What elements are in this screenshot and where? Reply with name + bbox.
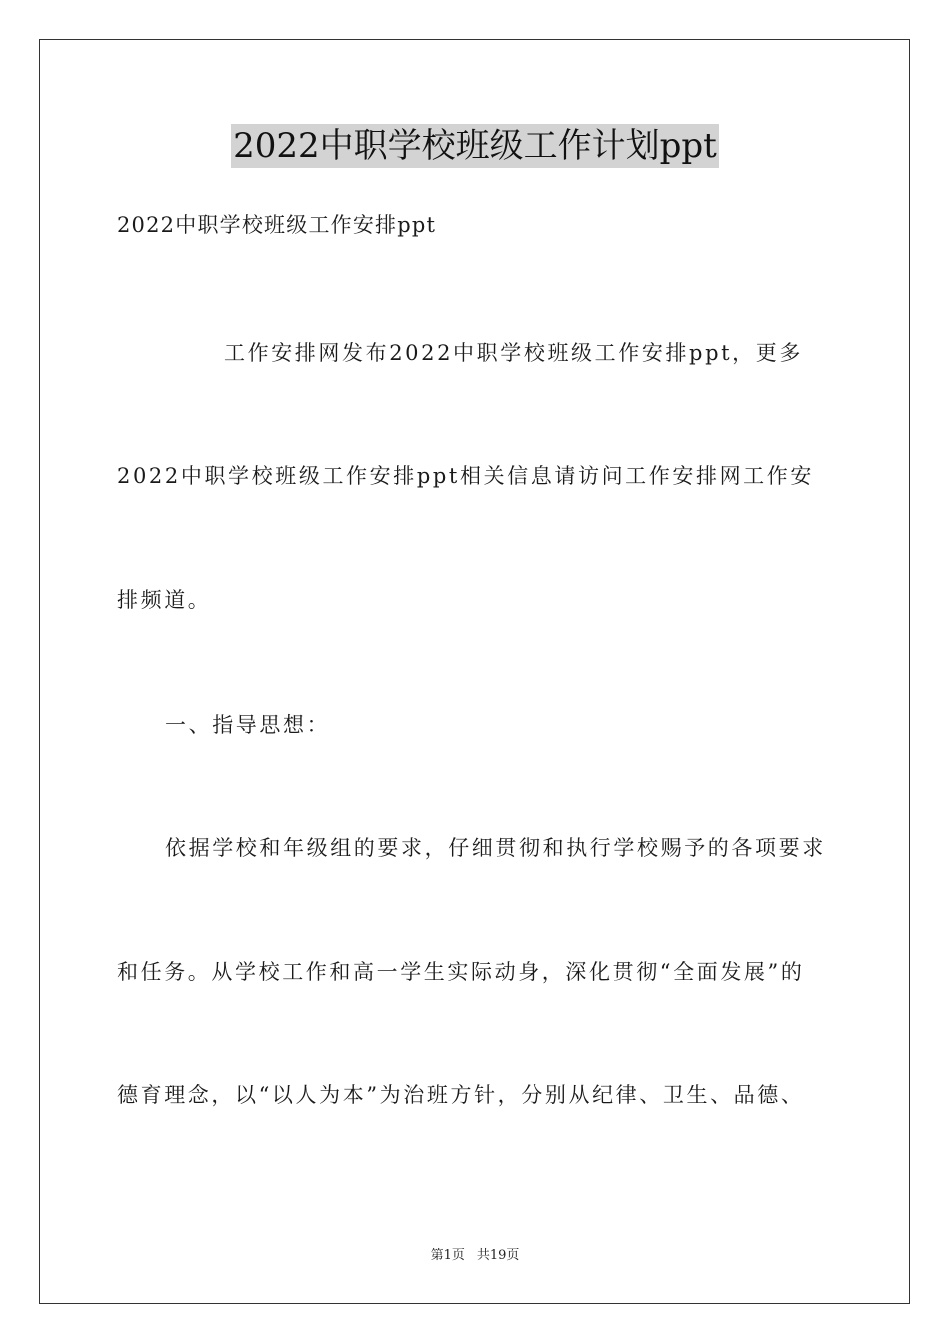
paragraph-line: 工作安排网发布2022中职学校班级工作安排ppt，更多 [224,341,803,365]
title-container [0,124,950,168]
section-heading: 一、指导思想： [165,713,331,737]
page-number: 第1页 [430,1248,465,1263]
paragraph-line: 排频道。 [117,588,212,612]
document-subtitle: 2022中职学校班级工作安排ppt [117,213,437,237]
page-footer [0,1247,950,1265]
paragraph-line: 和任务。从学校工作和高一学生实际动身，深化贯彻“全面发展”的 [117,960,805,984]
document-title: 2022中职学校班级工作计划ppt [233,126,717,166]
paragraph-line: 德育理念，以“以人为本”为治班方针，分别从纪律、卫生、品德、 [117,1083,805,1107]
paragraph-line: 2022中职学校班级工作安排ppt相关信息请访问工作安排网工作安 [117,464,814,488]
paragraph-line: 依据学校和年级组的要求，仔细贯彻和执行学校赐予的各项要求 [165,836,826,860]
page-total: 共19页 [476,1248,520,1263]
